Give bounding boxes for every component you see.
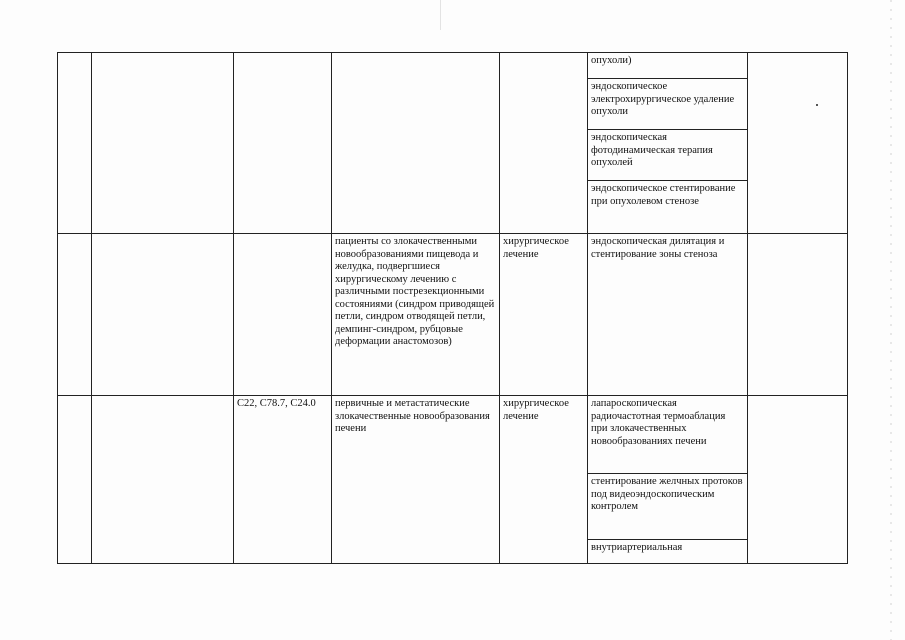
- cost-cell: [748, 234, 848, 396]
- method-text: эндоскопическая фотодинамическая терапия опухолей: [591, 132, 713, 168]
- model-cell: [332, 396, 500, 564]
- table-row: [58, 53, 848, 79]
- method-cell: [588, 53, 748, 79]
- method-cell: [588, 130, 748, 181]
- profile-cell: [92, 396, 234, 564]
- method-text: эндоскопическая дилятация и стентирование зоны стеноза: [591, 236, 725, 260]
- method-cell: [588, 540, 748, 564]
- profile-cell: [92, 53, 234, 234]
- codes-cell: [234, 396, 332, 564]
- method-cell: [588, 234, 748, 396]
- model-cell: [332, 234, 500, 396]
- method-text: эндоскопическое стентирование при опухолевом стенозе: [591, 183, 736, 207]
- treatment-type-cell: [500, 234, 588, 396]
- method-text: лапароскопическая радиочастотная термоаблация при злокачественных новообразованиях печени: [591, 398, 726, 447]
- number-cell: [58, 234, 92, 396]
- treatment-type-text: хирургическое лечение: [503, 236, 569, 260]
- number-cell: [58, 53, 92, 234]
- method-cell: [588, 181, 748, 234]
- treatment-type-cell: [500, 396, 588, 564]
- scan-edge-noise: [890, 0, 892, 640]
- model-text: пациенты со злокачественными новообразованиями пищевода и желудка, подвергшиеся хирургическому лечению с различными пострезекционными состояниями (синдром приводящей петли, синдром отводящей петли, демпинг-синдром, рубцовые деформации анастомозов): [335, 236, 495, 347]
- method-text: внутриартериальная: [591, 542, 683, 553]
- table-row: [58, 396, 848, 474]
- method-text: опухоли): [591, 55, 632, 66]
- medical-care-table: [57, 52, 848, 564]
- scan-fold-line: [440, 0, 441, 30]
- model-cell: [332, 53, 500, 234]
- method-cell: [588, 79, 748, 130]
- method-text: стентирование желчных протоков под видеоэндоскопическим контролем: [591, 476, 743, 512]
- codes-text: C22, C78.7, C24.0: [237, 398, 316, 409]
- treatment-type-cell: [500, 53, 588, 234]
- method-text: эндоскопическое электрохирургическое удаление опухоли: [591, 81, 735, 117]
- codes-cell: [234, 234, 332, 396]
- method-cell: [588, 474, 748, 540]
- treatment-type-text: хирургическое лечение: [503, 398, 569, 422]
- codes-cell: [234, 53, 332, 234]
- profile-cell: [92, 234, 234, 396]
- cost-cell: [748, 53, 848, 234]
- cost-cell: [748, 396, 848, 564]
- method-cell: [588, 396, 748, 474]
- model-text: первичные и метастатические злокачественные новообразования печени: [335, 398, 490, 434]
- table-row: [58, 234, 848, 396]
- number-cell: [58, 396, 92, 564]
